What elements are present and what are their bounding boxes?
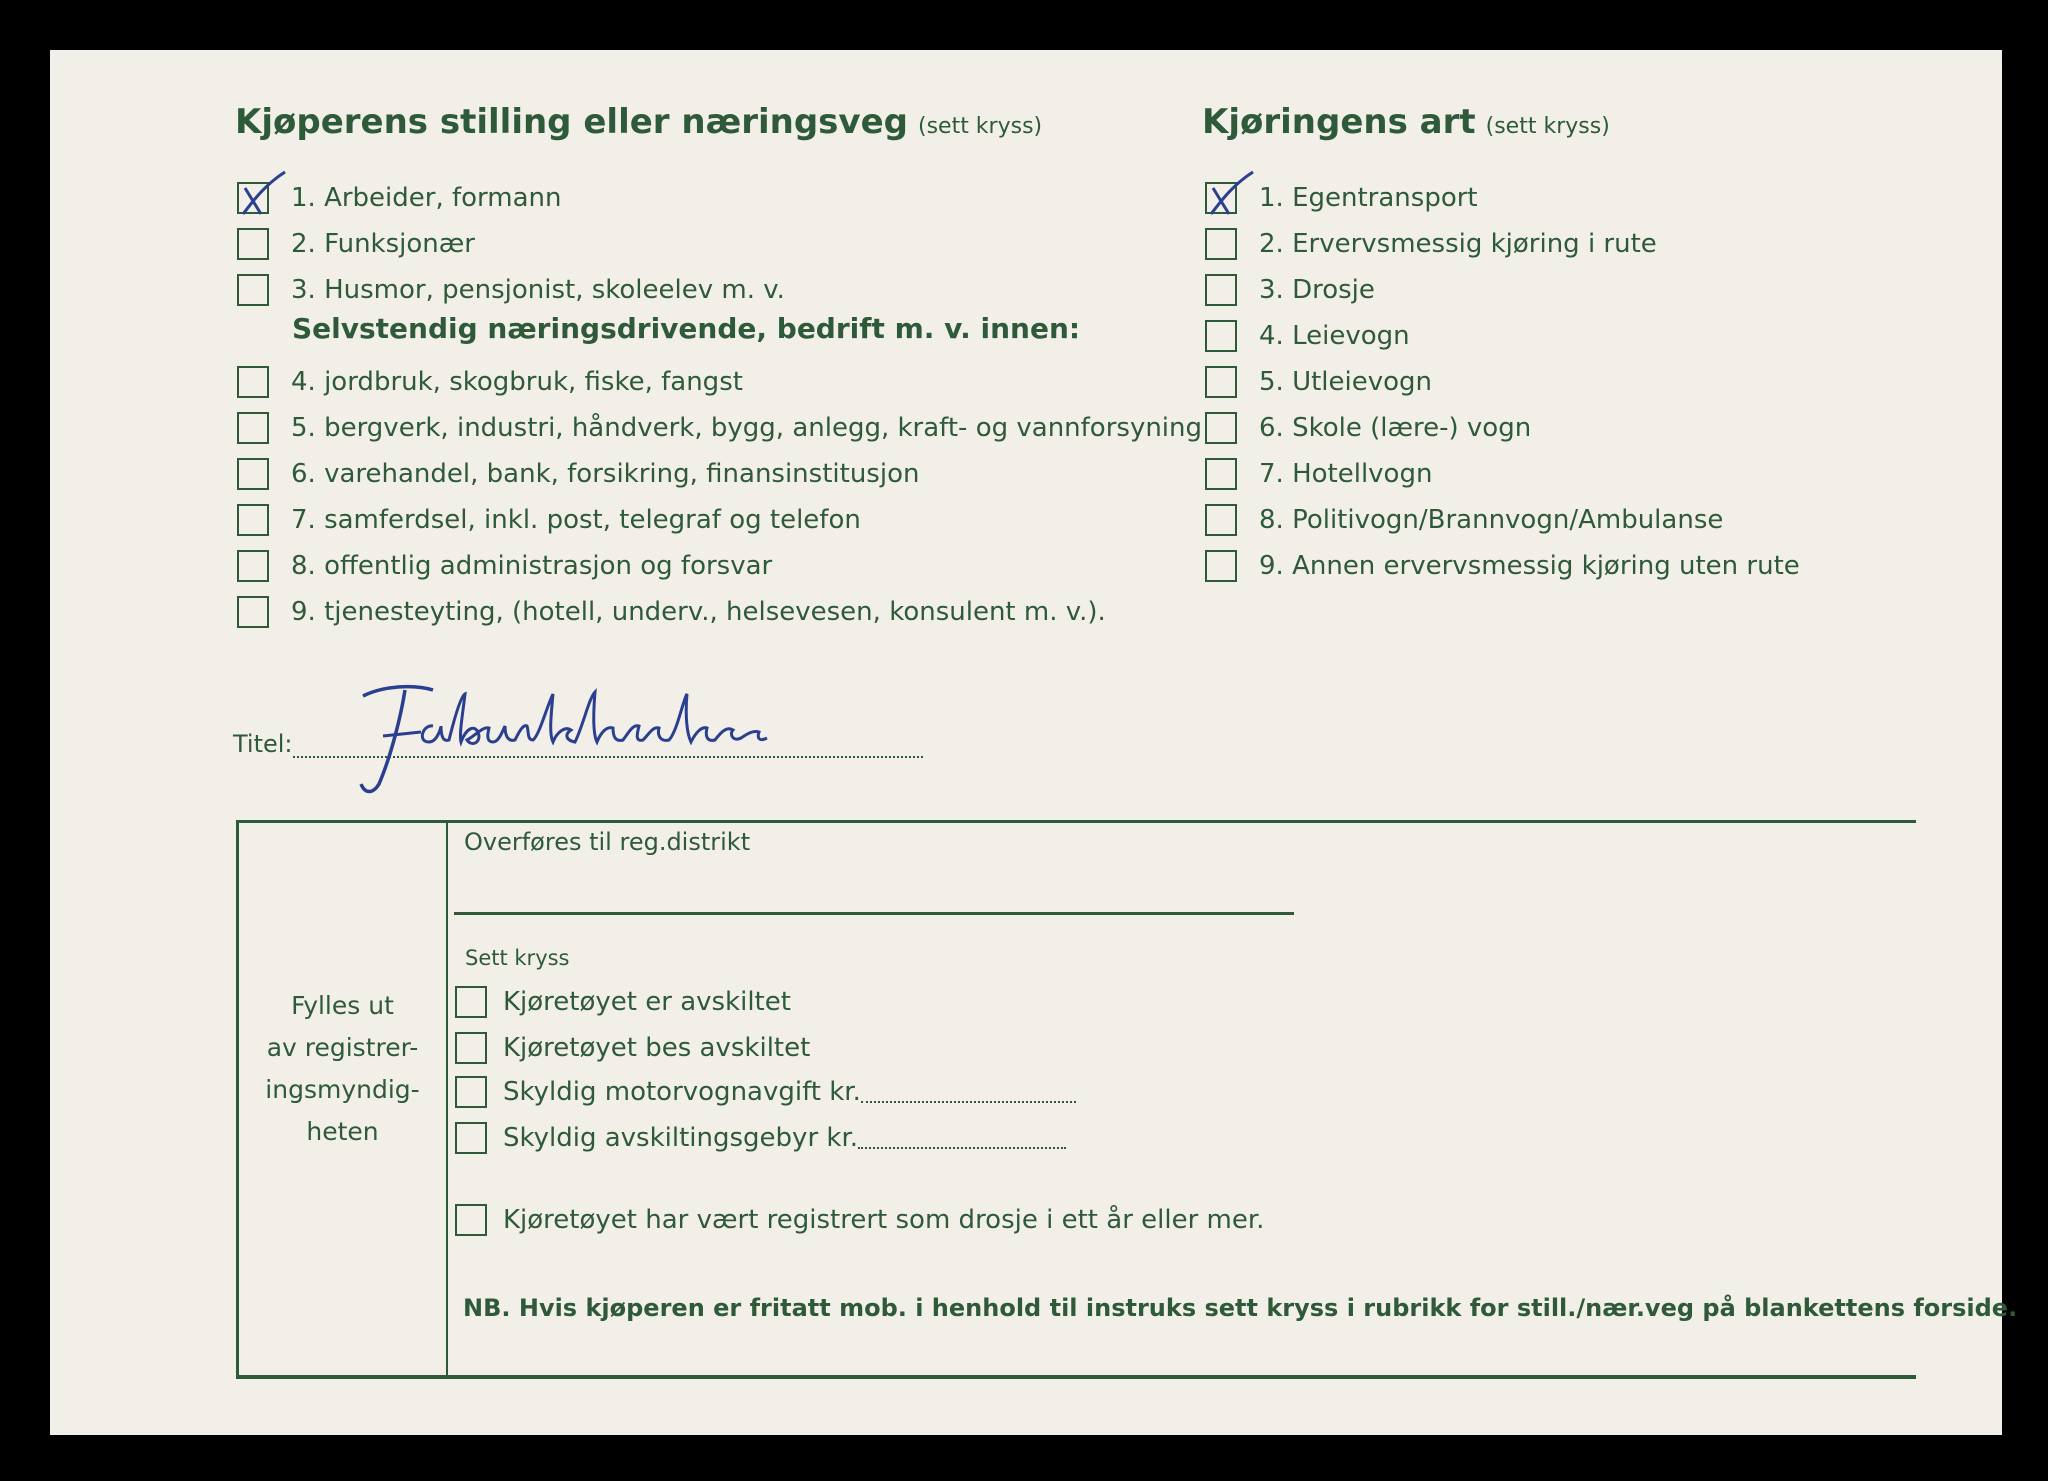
box-bottom-border <box>236 1375 1916 1379</box>
authority-check-label: Skyldig avskiltingsgebyr kr. <box>503 1123 859 1153</box>
checkbox-avskiltingsgebyr[interactable] <box>455 1122 487 1154</box>
driving-label: 4. Leievogn <box>1259 321 1410 351</box>
transfer-input-line[interactable] <box>454 912 1294 915</box>
checkbox-row-occupation-2[interactable] <box>237 224 475 264</box>
checkbox-occupation-2[interactable] <box>237 228 269 260</box>
checkbox-row-industry-8[interactable] <box>237 546 772 586</box>
driving-label: 6. Skole (lære-) vogn <box>1259 413 1532 443</box>
right-title-text: Kjøringens art <box>1202 102 1476 142</box>
left-section-title <box>235 102 1042 142</box>
occupation-label: 3. Husmor, pensjonist, skoleelev m. v. <box>291 275 785 305</box>
checkbox-row-driving-6[interactable] <box>1205 408 1531 448</box>
checkbox-occupation-1[interactable] <box>237 182 269 214</box>
checkbox-row-industry-9[interactable] <box>237 592 1106 632</box>
handwritten-x-icon <box>237 170 291 218</box>
occupation-label: 1. Arbeider, formann <box>291 183 562 213</box>
box-top-border <box>236 820 1916 823</box>
drosje-check-row[interactable] <box>455 1200 1264 1240</box>
handwritten-signature <box>343 676 813 796</box>
checkbox-industry-6[interactable] <box>237 458 269 490</box>
checkbox-motorvognavgift[interactable] <box>455 1076 487 1108</box>
authority-check-label: Kjøretøyet bes avskiltet <box>503 1033 811 1063</box>
checkbox-row-driving-3[interactable] <box>1205 270 1375 310</box>
right-title-note: (sett kryss) <box>1485 114 1610 139</box>
authority-check-row-4[interactable] <box>455 1118 1066 1158</box>
industry-label: 6. varehandel, bank, forsikring, finansinstitusjon <box>291 459 920 489</box>
checkbox-row-driving-7[interactable] <box>1205 454 1432 494</box>
checkbox-row-industry-6[interactable] <box>237 454 919 494</box>
checkbox-row-occupation-1[interactable] <box>237 178 562 218</box>
sett-kryss-label: Sett kryss <box>465 946 570 970</box>
checkbox-driving-2[interactable] <box>1205 228 1237 260</box>
box-column-divider <box>446 823 448 1375</box>
checkbox-row-driving-8[interactable] <box>1205 500 1723 540</box>
self-employed-subheading: Selvstendig næringsdrivende, bedrift m. v. innen: <box>292 312 1081 345</box>
left-title-text: Kjøperens stilling eller næringsveg <box>235 102 908 142</box>
checkbox-row-driving-4[interactable] <box>1205 316 1410 356</box>
checkbox-driving-5[interactable] <box>1205 366 1237 398</box>
checkbox-driving-1[interactable] <box>1205 182 1237 214</box>
side-label-line: heten <box>306 1117 379 1146</box>
checkbox-row-occupation-3[interactable] <box>237 270 785 310</box>
motorvognavgift-amount-field[interactable] <box>861 1081 1076 1103</box>
industry-label: 4. jordbruk, skogbruk, fiske, fangst <box>291 367 743 397</box>
title-dotted-line[interactable] <box>293 726 923 758</box>
checkbox-avskiltet[interactable] <box>455 986 487 1018</box>
side-label-line: ingsmyndig- <box>265 1075 420 1104</box>
side-label-line: Fylles ut <box>291 991 394 1020</box>
driving-label: 1. Egentransport <box>1259 183 1478 213</box>
driving-label: 9. Annen ervervsmessig kjøring uten rute <box>1259 551 1800 581</box>
transfer-label: Overføres til reg.distrikt <box>464 828 751 856</box>
checkbox-driving-8[interactable] <box>1205 504 1237 536</box>
avskiltingsgebyr-amount-field[interactable] <box>858 1127 1066 1149</box>
authority-check-row-2[interactable] <box>455 1028 810 1068</box>
handwritten-x-icon <box>1205 170 1259 218</box>
authority-check-row-3[interactable] <box>455 1072 1076 1112</box>
authority-check-label: Kjøretøyet er avskiltet <box>503 987 791 1017</box>
side-label-line: av registrer- <box>266 1033 419 1062</box>
checkbox-industry-9[interactable] <box>237 596 269 628</box>
checkbox-row-industry-5[interactable] <box>237 408 1202 448</box>
industry-label: 8. offentlig administrasjon og forsvar <box>291 551 773 581</box>
driving-label: 2. Ervervsmessig kjøring i rute <box>1259 229 1657 259</box>
title-label: Titel: <box>233 730 293 758</box>
authority-check-label: Skyldig motorvognavgift kr. <box>503 1077 861 1107</box>
industry-label: 9. tjenesteyting, (hotell, underv., helsevesen, konsulent m. v.). <box>291 597 1106 627</box>
checkbox-driving-6[interactable] <box>1205 412 1237 444</box>
checkbox-industry-5[interactable] <box>237 412 269 444</box>
drosje-check-label: Kjøretøyet har vært registrert som drosje i ett år eller mer. <box>503 1205 1265 1235</box>
checkbox-row-industry-4[interactable] <box>237 362 743 402</box>
nb-note: NB. Hvis kjøperen er fritatt mob. i henhold til instruks sett kryss i rubrikk for still./nær.veg på blankettens forside. <box>463 1294 2018 1322</box>
checkbox-row-driving-2[interactable] <box>1205 224 1657 264</box>
form-card <box>50 50 2018 1435</box>
right-section-title <box>1202 102 1610 142</box>
driving-label: 5. Utleievogn <box>1259 367 1433 397</box>
checkbox-bes-avskiltet[interactable] <box>455 1032 487 1064</box>
authority-check-row-1[interactable] <box>455 982 791 1022</box>
driving-label: 3. Drosje <box>1259 275 1375 305</box>
authority-side-label <box>239 985 446 1153</box>
driving-label: 7. Hotellvogn <box>1259 459 1433 489</box>
checkbox-driving-4[interactable] <box>1205 320 1237 352</box>
occupation-label: 2. Funksjonær <box>291 229 475 259</box>
industry-label: 5. bergverk, industri, håndverk, bygg, anlegg, kraft- og vannforsyning <box>291 413 1203 443</box>
checkbox-row-driving-5[interactable] <box>1205 362 1432 402</box>
checkbox-row-industry-7[interactable] <box>237 500 861 540</box>
checkbox-driving-9[interactable] <box>1205 550 1237 582</box>
checkbox-industry-8[interactable] <box>237 550 269 582</box>
checkbox-driving-7[interactable] <box>1205 458 1237 490</box>
left-title-note: (sett kryss) <box>917 114 1043 139</box>
checkbox-row-driving-1[interactable] <box>1205 178 1478 218</box>
checkbox-industry-7[interactable] <box>237 504 269 536</box>
checkbox-drosje-registered[interactable] <box>455 1204 487 1236</box>
checkbox-driving-3[interactable] <box>1205 274 1237 306</box>
checkbox-row-driving-9[interactable] <box>1205 546 1800 586</box>
checkbox-occupation-3[interactable] <box>237 274 269 306</box>
checkbox-industry-4[interactable] <box>237 366 269 398</box>
driving-label: 8. Politivogn/Brannvogn/Ambulanse <box>1259 505 1724 535</box>
title-field[interactable] <box>233 726 923 758</box>
industry-label: 7. samferdsel, inkl. post, telegraf og telefon <box>291 505 861 535</box>
